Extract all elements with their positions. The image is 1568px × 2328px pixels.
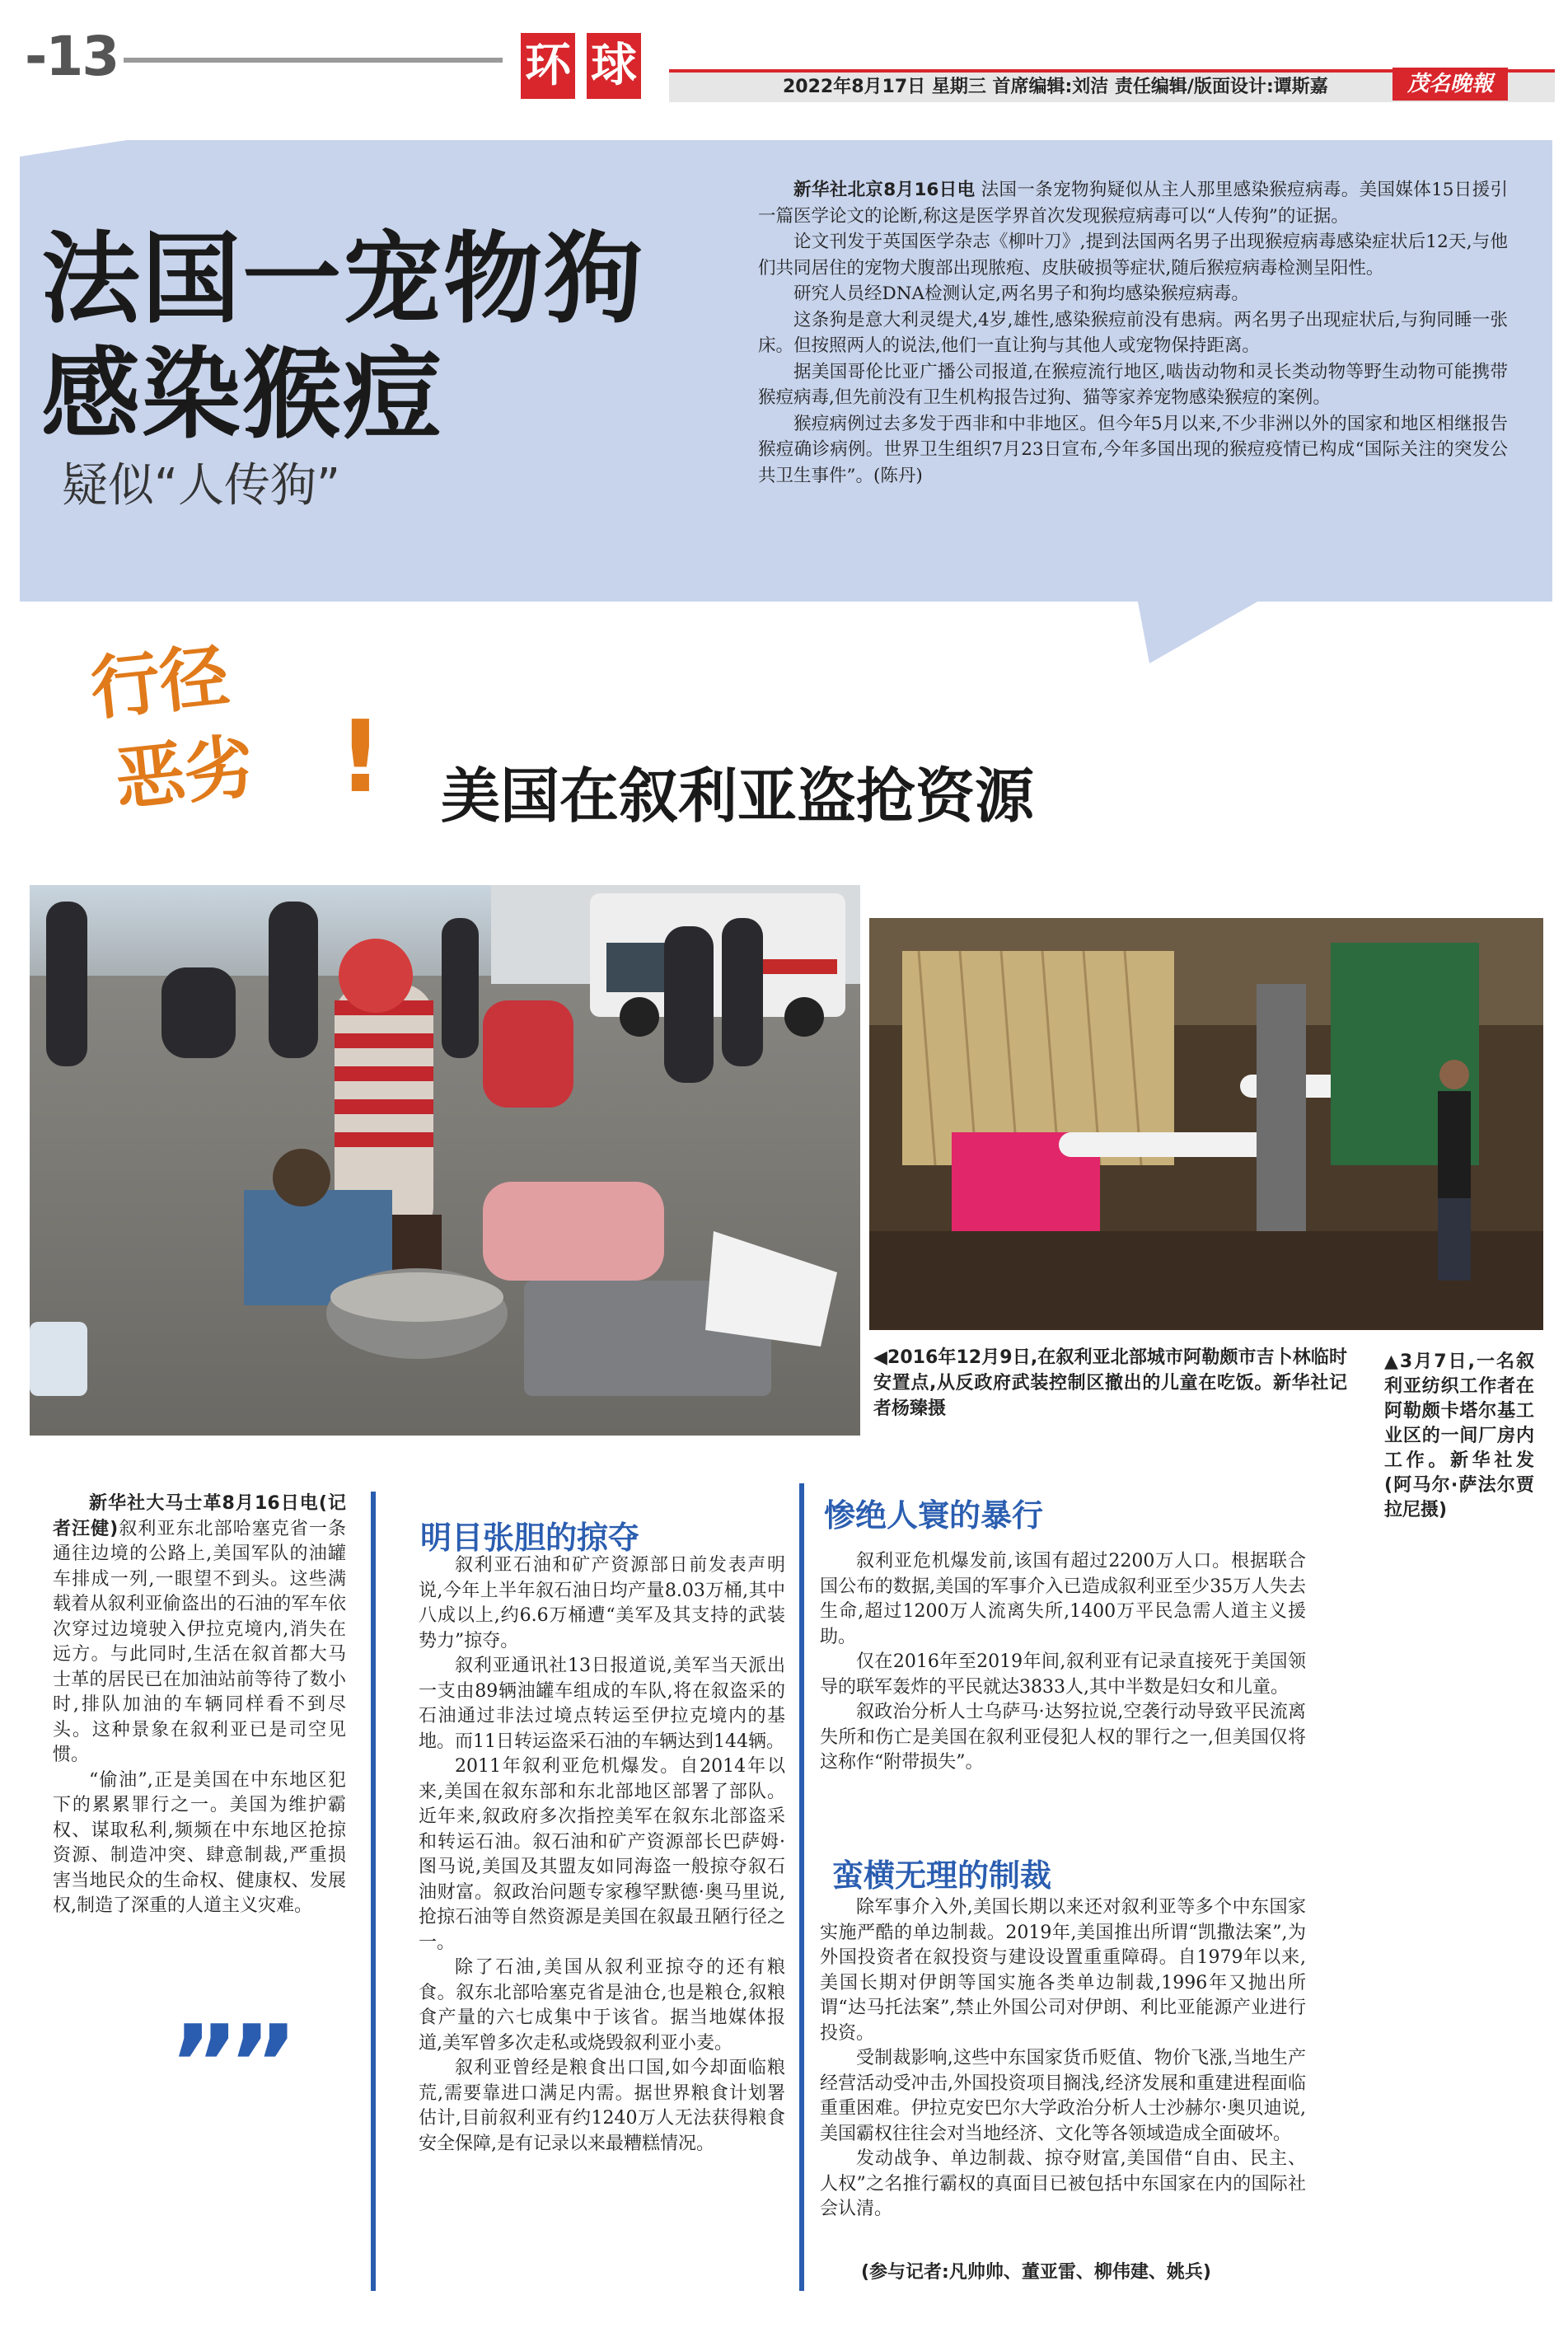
issue-meta: 2022年8月17日 星期三 首席编辑:刘洁 责任编辑/版面设计:谭斯嘉 <box>783 77 1328 97</box>
body-paragraph: 论文刊发于英国医学杂志《柳叶刀》,提到法国两名男子出现猴痘病毒感染症状后12天,与他们共同居住的宠物犬腹部出现脓疱、皮肤破损等症状,随后猴痘病毒检测呈阳性。 <box>758 232 1508 279</box>
photo-illustration <box>869 918 1543 1330</box>
body-paragraph: 仅在2016年至2019年间,叙利亚有记录直接死于美国领导的联军轰炸的平民就达3833人,其中半数是妇女和儿童。 <box>820 1651 1306 1698</box>
top-story-body <box>758 177 1508 489</box>
quote-mark-icon: ”” <box>169 2002 287 2127</box>
reporter-credit: (参与记者:凡帅帅、董亚雷、柳伟建、姚兵) <box>861 2262 1211 2283</box>
body-paragraph: 叙政治分析人士乌萨马·达努拉说,空袭行动导致平民流离失所和伤亡是美国在叙利亚侵犯人权的罪行之一,但美国仅将这称作“附带损失”。 <box>820 1702 1306 1773</box>
headline-line: 法国一宠物狗 <box>41 222 644 337</box>
body-paragraph: 猴痘病例过去多发于西非和中非地区。但今年5月以来,不少非洲以外的国家和地区相继报告猴痘确诊病例。世界卫生组织7月23日宣布,今年多国出现的猴痘疫情已构成“国际关注的突发公共卫生事件”。(陈丹) <box>758 413 1508 486</box>
panel-speech-tail <box>1137 597 1265 663</box>
dateline: 新华社大马士革8月16日电(记者汪健) <box>53 1493 346 1539</box>
panel-notch <box>20 140 127 157</box>
photo-caption: ▲3月7日,一名叙利亚纺织工作者在阿勒颇卡塔尔基工业区的一间厂房内工作。新华社发(阿马尔·萨法尔贾拉尼摄) <box>1384 1351 1534 1520</box>
section-body <box>820 1895 1306 2223</box>
photo-textile-worker <box>869 918 1543 1330</box>
feature-headline: 美国在叙利亚盗抢资源 <box>441 761 1035 831</box>
body-paragraph: “偷油”,正是美国在中东地区犯下的累累罪行之一。美国为维护霸权、谋取私利,频频在中东地区抢掠资源、制造冲突、肆意制裁,严重损害当地民众的生命权、健康权、发展权,制造了深重的人道主义灾难。 <box>53 1769 346 1916</box>
body-paragraph: 除军事介入外,美国长期以来还对叙利亚等多个中东国家实施严酷的单边制裁。2019年,美国推出所谓“凯撒法案”,为外国投资者在叙投资与建设设置重重障碍。自1979年以来,美国长期对伊朗等国实施各类单边制裁,1996年又抛出所谓“达马托法案”,禁止外国公司对伊朗、利比亚能源产业进行投资。 <box>820 1897 1306 2044</box>
top-story-headline <box>41 222 644 453</box>
dateline: 新华社北京8月16日电 <box>793 180 976 200</box>
section-heading: 明目张胆的掠夺 <box>420 1520 640 1556</box>
exclamation-mark: ! <box>338 700 383 815</box>
body-paragraph: 叙利亚危机爆发前,该国有超过2200万人口。根据联合国公布的数据,美国的军事介入已造成叙利亚至少35万人失去生命,超过1200万人流离失所,1400万平民急需人道主义援助。 <box>820 1551 1306 1647</box>
brand-tag-line: 恶劣 <box>111 725 258 821</box>
body-paragraph: 新华社大马士革8月16日电(记者汪健)叙利亚东北部哈塞克省一条通往边境的公路上,美国军队的油罐车排成一列,一眼望不到头。这些满载着从叙利亚偷盗出的石油的军车依次穿过边境驶入伊拉克境内,消失在远方。与此同时,生活在叙首都大马士革的居民已在加油站前等待了数小时,排队加油的车辆同样看不到尽头。这种景象在叙利亚已是司空见惯。 <box>53 1493 346 1765</box>
page-number: -13 <box>25 25 119 88</box>
feature-brand-tag <box>87 635 330 865</box>
body-paragraph: 叙利亚通讯社13日报道说,美军当天派出一支由89辆油罐车组成的车队,将在叙盗采的石油通过非法过境点转运至伊拉克境内的基地。而11日转运盗采石油的车辆达到144辆。 <box>419 1656 785 1752</box>
section-label-char: 球 <box>587 33 641 99</box>
section-heading: 蛮横无理的制裁 <box>832 1857 1052 1894</box>
section-label-char: 环 <box>521 33 575 99</box>
section-heading: 惨绝人寰的暴行 <box>824 1497 1044 1534</box>
body-paragraph: 新华社北京8月16日电 法国一条宠物狗疑似从主人那里感染猴痘病毒。美国媒体15日援引一篇医学论文的论断,称这是医学界首次发现猴痘病毒可以“人传狗”的证据。 <box>758 180 1508 227</box>
top-story-subtitle: 疑似“人传狗” <box>62 459 341 513</box>
body-paragraph: 叙利亚石油和矿产资源部日前发表声明说,今年上半年叙石油日均产量8.03万桶,其中八成以上,约6.6万桶遭“美军及其支持的武装势力”掠夺。 <box>419 1555 785 1651</box>
body-paragraph: 2011年叙利亚危机爆发。自2014年以来,美国在叙东部和东北部地区部署了部队。近年来,叙政府多次指控美军在叙东北部盗采和转运石油。叙石油和矿产资源部长巴萨姆·图马说,美国及其盟友如同海盗一般掠夺叙石油财富。叙政治问题专家穆罕默德·奥马里说,抢掠石油等自然资源是美国在叙最丑陋行径之一。 <box>419 1756 785 1953</box>
photo-caption: ◀2016年12月9日,在叙利亚北部城市阿勒颇市吉卜林临时安置点,从反政府武装控制区撤出的儿童在吃饭。新华社记者杨臻摄 <box>873 1347 1347 1419</box>
section-body <box>419 1553 785 2157</box>
body-paragraph: 叙利亚曾经是粮食出口国,如今却面临粮荒,需要靠进口满足内需。据世界粮食计划署估计,目前叙利亚有约1240万人无法获得粮食安全保障,是有记录以来最糟糕情况。 <box>419 2058 785 2154</box>
column-divider <box>371 1492 376 2291</box>
body-paragraph: 受制裁影响,这些中东国家货币贬值、物价飞涨,当地生产经营活动受冲击,外国投资项目搁浅,经济发展和重建进程面临重重困难。伊拉克安巴尔大学政治分析人士沙赫尔·奥贝迪说,美国霸权往往会对当地经济、文化等各领域造成全面破坏。 <box>820 2048 1306 2144</box>
body-paragraph: 这条狗是意大利灵缇犬,4岁,雄性,感染猴痘前没有患病。两名男子出现症状后,与狗同睡一张床。但按照两人的说法,他们一直让狗与其他人或宠物保持距离。 <box>758 309 1508 356</box>
body-paragraph: 除了石油,美国从叙利亚掠夺的还有粮食。叙东北部哈塞克省是油仓,也是粮仓,叙粮食产量的六七成集中于该省。据当地媒体报道,美军曾多次走私或烧毁叙利亚小麦。 <box>419 1957 785 2054</box>
photo-children-eating <box>30 885 860 1436</box>
photo-illustration <box>30 885 860 1436</box>
body-paragraph: 研究人员经DNA检测认定,两名男子和狗均感染猴痘病毒。 <box>793 283 1249 304</box>
headline-line: 感染猴痘 <box>41 338 443 452</box>
body-paragraph: 发动战争、单边制裁、掠夺财富,美国借“自由、民主、人权”之名推行霸权的真面目已被包括中东国家在内的国际社会认清。 <box>820 2148 1306 2219</box>
column-divider <box>799 1483 804 2291</box>
masthead-logo: 茂名晚報 <box>1392 68 1508 101</box>
body-paragraph: 据美国哥伦比亚广播公司报道,在猴痘流行地区,啮齿动物和灵长类动物等野生动物可能携带猴痘病毒,但先前没有卫生机构报告过狗、猫等家养宠物感染猴痘的案例。 <box>758 361 1508 408</box>
brand-tag-line: 行径 <box>87 635 233 730</box>
feature-intro <box>53 1492 346 1919</box>
header-rule <box>124 58 503 63</box>
section-body <box>820 1549 1306 1776</box>
